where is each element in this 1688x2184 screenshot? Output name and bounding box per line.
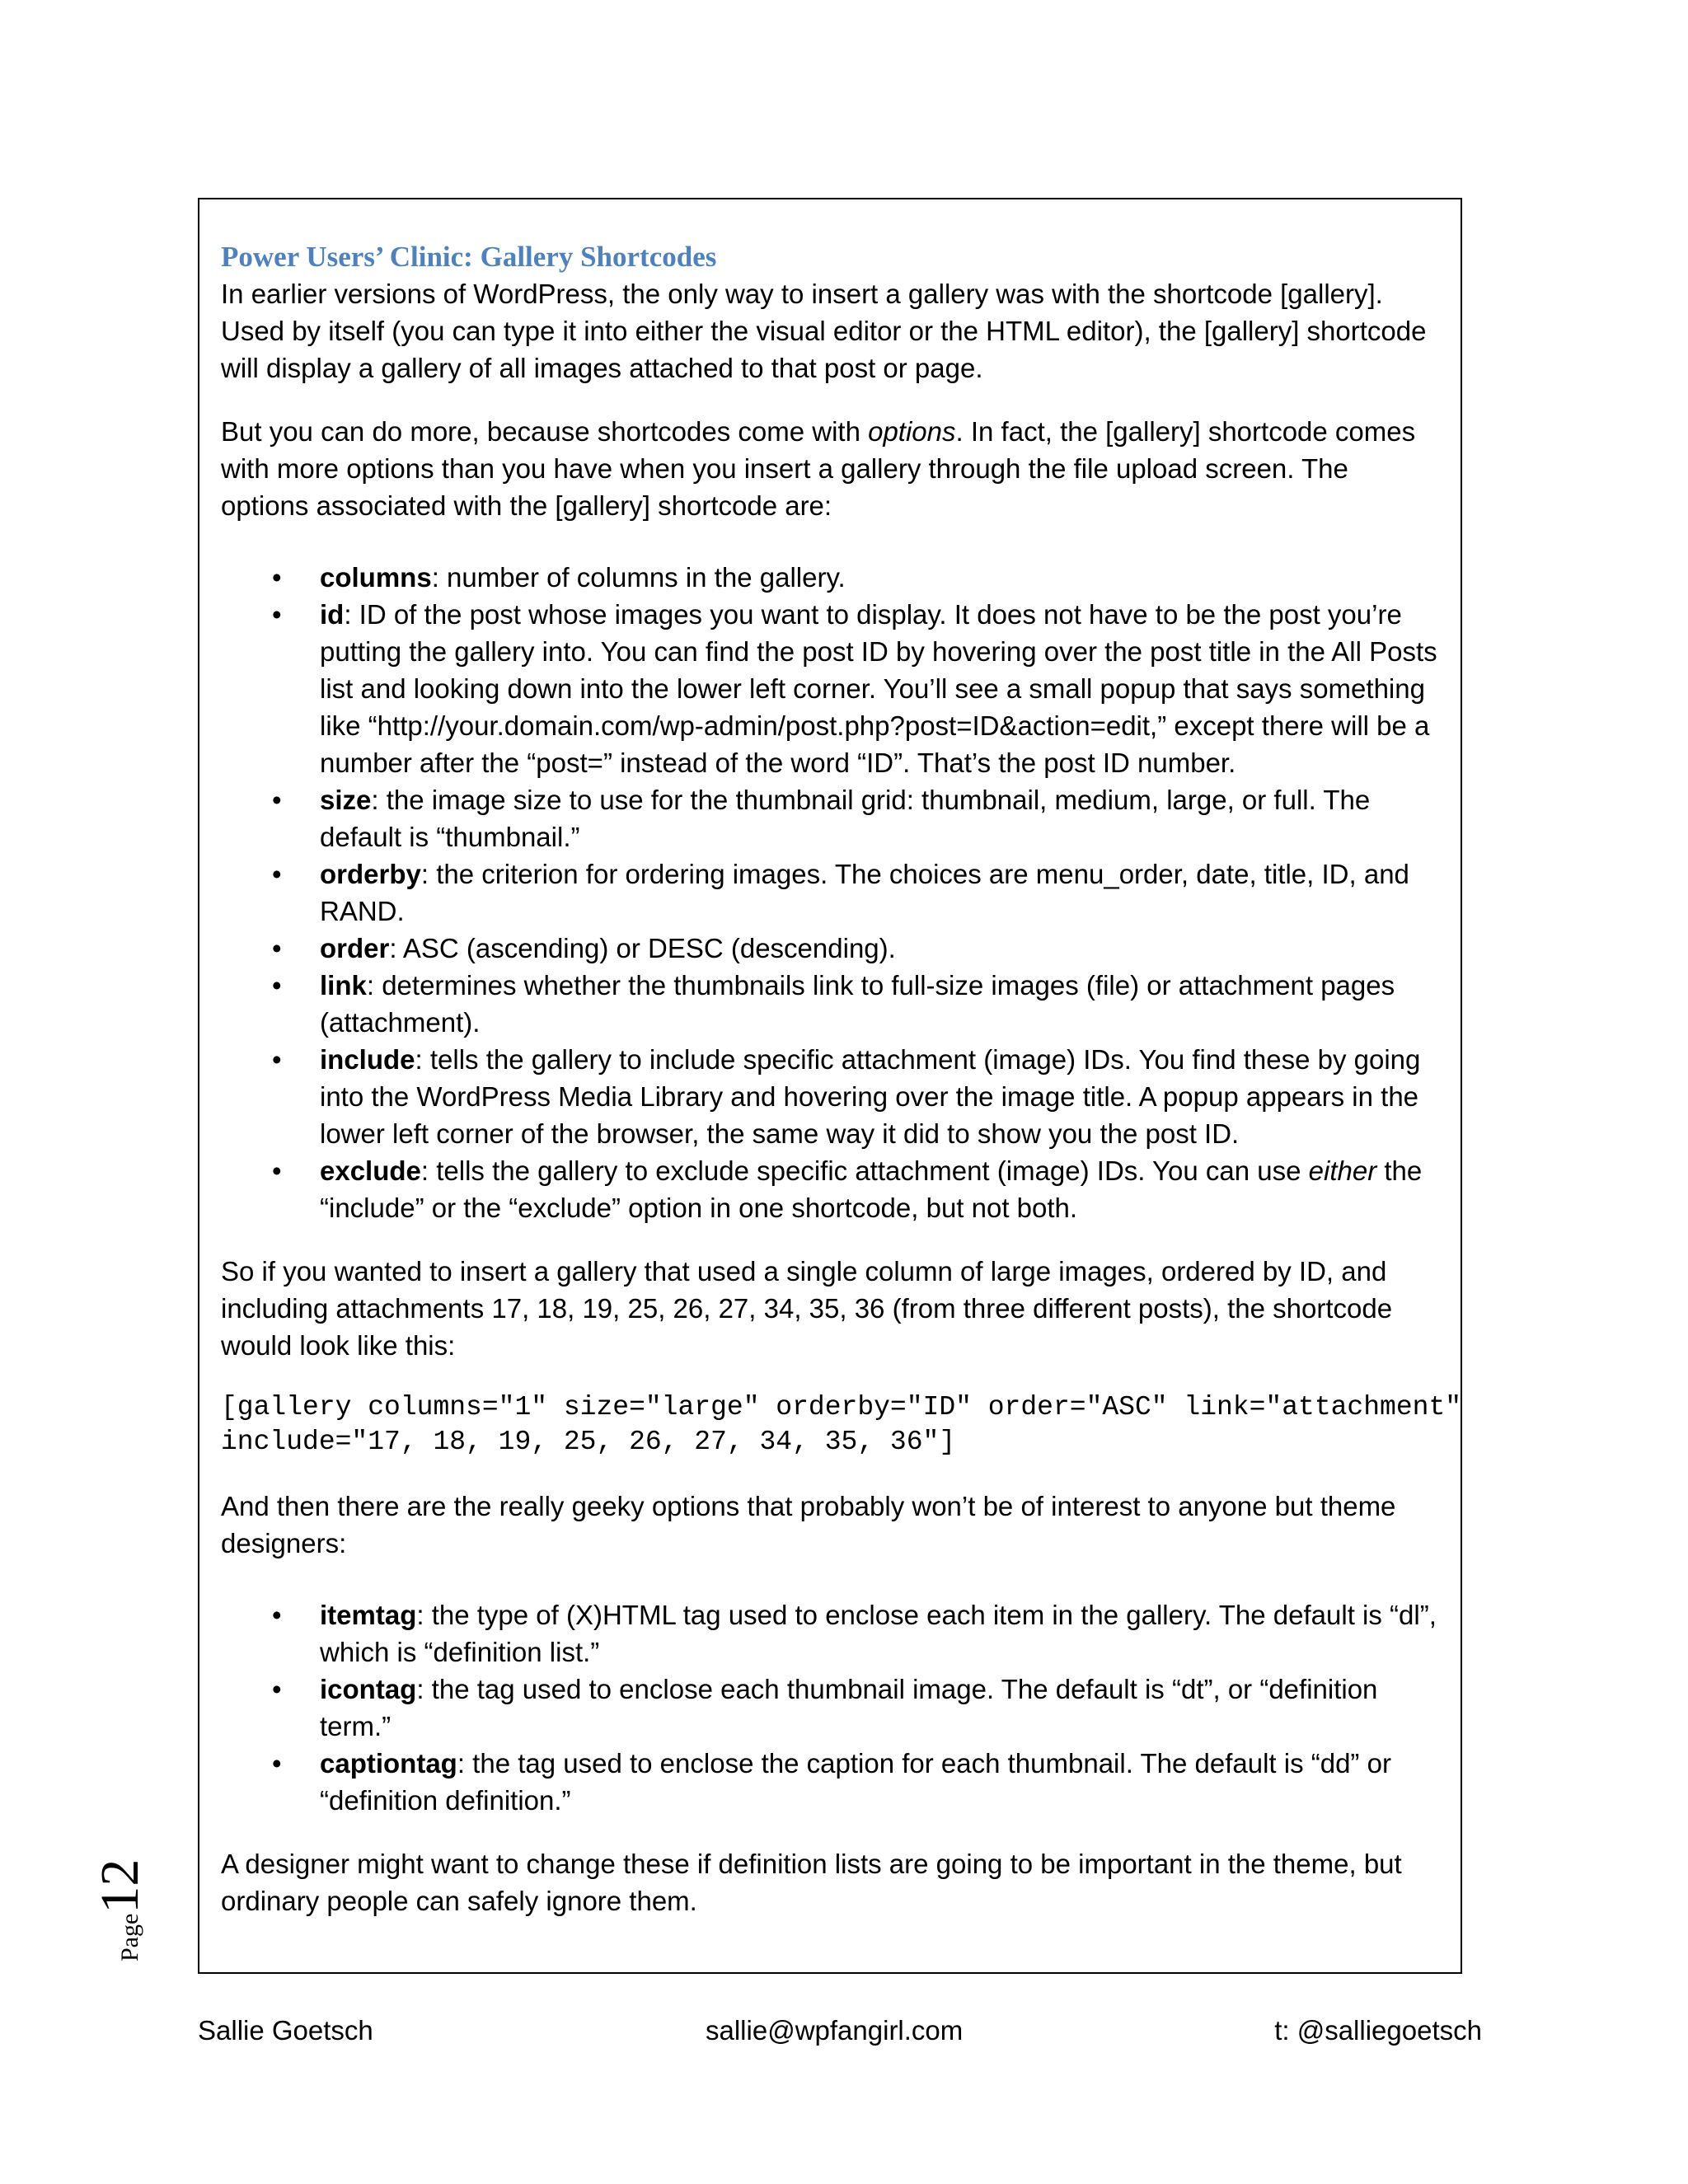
option-term: captiontag <box>320 1748 457 1779</box>
options-text-before: But you can do more, because shortcodes come with <box>221 416 869 447</box>
page-word: Page <box>116 1913 143 1961</box>
footer-email: sallie@wpfangirl.com <box>706 2015 964 2046</box>
option-term: link <box>320 970 367 1001</box>
bullet-icon: • <box>272 562 282 593</box>
closing-paragraph: A designer might want to change these if definition lists are going to be important in the theme, but ordinary people can safely ignore them. <box>221 1849 1402 1916</box>
option-desc-emphasis: either <box>1308 1155 1377 1186</box>
section-title: Power Users’ Clinic: Gallery Shortcodes <box>221 241 717 273</box>
bullet-icon: • <box>272 599 282 630</box>
option-desc: : the tag used to enclose the caption for each thumbnail. The default is “dd” or “definition definition.” <box>320 1748 1391 1816</box>
bullet-icon: • <box>272 859 282 889</box>
option-desc: : tells the gallery to include specific attachment (image) IDs. You find these by going into the WordPress Media Library and hovering over the image title. A popup appears in the lower left corner of the browser, the same way it did to show you the post ID. <box>320 1044 1421 1149</box>
geeky-options-list <box>221 1596 1439 1819</box>
option-term: icontag <box>320 1674 417 1704</box>
option-desc: : the image size to use for the thumbnail grid: thumbnail, medium, large, or full. The default is “thumbnail.” <box>320 785 1371 852</box>
list-item-captiontag <box>221 1745 1439 1819</box>
code-line: include="17, 18, 19, 25, 26, 27, 34, 35, 36"] <box>221 1427 956 1457</box>
bullet-icon: • <box>272 1600 282 1630</box>
option-desc: : ID of the post whose images you want to display. It does not have to be the post you’re putting the gallery into. You can find the post ID by hovering over the post title in the All Posts list and looking down into the lower left corner. You’ll see a small popup that says something like “http://your.domain.com/wp-admin/post.php?post=ID&action=edit,” except there will be a number after the “post=” instead of the word “ID”. That’s the post ID number. <box>320 599 1437 778</box>
bullet-icon: • <box>272 1155 282 1186</box>
options-text-after: . In fact, the [gallery] shortcode comes with more options than you have when you insert a gallery through the file upload screen. The options associated with the [gallery] shortcode are: <box>221 416 1416 521</box>
bullet-icon: • <box>272 1748 282 1779</box>
list-item-size <box>221 781 1439 855</box>
option-desc: : the criterion for ordering images. The choices are menu_order, date, title, ID, and RAND. <box>320 859 1409 926</box>
page-number-label <box>89 1859 152 1961</box>
option-term: include <box>320 1044 415 1075</box>
list-item-itemtag <box>221 1596 1439 1671</box>
option-desc-after: the “include” or the “exclude” option in one shortcode, but not both. <box>320 1155 1423 1223</box>
intro-paragraph: In earlier versions of WordPress, the only way to insert a gallery was with the shortcode [gallery]. Used by itself (you can type it into either the visual editor or the HTML editor), the [gallery] shortcode will display a gallery of all images attached to that post or page. <box>221 279 1427 383</box>
bullet-icon: • <box>272 1044 282 1075</box>
option-term: itemtag <box>320 1600 417 1630</box>
list-item-icontag <box>221 1671 1439 1745</box>
options-paragraph <box>221 413 1439 524</box>
bullet-icon: • <box>272 933 282 963</box>
code-line: [gallery columns="1" size="large" orderby="ID" order="ASC" link="attachment" <box>221 1392 1462 1422</box>
option-desc: : the tag used to enclose each thumbnail image. The default is “dt”, or “definition term.” <box>320 1674 1378 1741</box>
option-term: order <box>320 933 390 963</box>
option-term: size <box>320 785 372 815</box>
geeky-paragraph: And then there are the really geeky options that probably won’t be of interest to anyone but theme designers: <box>221 1491 1396 1558</box>
bullet-icon: • <box>272 785 282 815</box>
option-term: orderby <box>320 859 421 889</box>
page-number: 12 <box>90 1858 150 1914</box>
options-emphasis: options <box>868 416 956 447</box>
option-desc-before: : tells the gallery to exclude specific attachment (image) IDs. You can use <box>420 1155 1309 1186</box>
content-box <box>198 198 1462 1974</box>
list-item-include <box>221 1041 1439 1152</box>
list-item-columns <box>221 559 1439 596</box>
list-item-exclude <box>221 1152 1439 1226</box>
option-desc: : determines whether the thumbnails link to full-size images (file) or attachment pages (attachment). <box>320 970 1395 1038</box>
list-item-link <box>221 967 1439 1041</box>
bullet-icon: • <box>272 1674 282 1704</box>
option-term: exclude <box>320 1155 421 1186</box>
option-desc: : number of columns in the gallery. <box>431 562 846 593</box>
example-paragraph: So if you wanted to insert a gallery that used a single column of large images, ordered by ID, and including attachments 17, 18, 19, 25, 26, 27, 34, 35, 36 (from three different posts), the shortcode would look like this: <box>221 1256 1393 1361</box>
list-item-id <box>221 596 1439 781</box>
footer-author: Sallie Goetsch <box>198 2015 373 2046</box>
list-item-orderby <box>221 855 1439 930</box>
option-desc: : the type of (X)HTML tag used to enclose each item in the gallery. The default is “dl”, which is “definition list.” <box>320 1600 1437 1667</box>
list-item-order <box>221 930 1439 967</box>
option-term: id <box>320 599 345 630</box>
bullet-icon: • <box>272 970 282 1001</box>
gallery-options-list <box>221 559 1439 1226</box>
shortcode-example <box>221 1390 1462 1460</box>
option-term: columns <box>320 562 432 593</box>
footer-twitter: t: @salliegoetsch <box>1274 2015 1482 2046</box>
option-desc: : ASC (ascending) or DESC (descending). <box>389 933 896 963</box>
